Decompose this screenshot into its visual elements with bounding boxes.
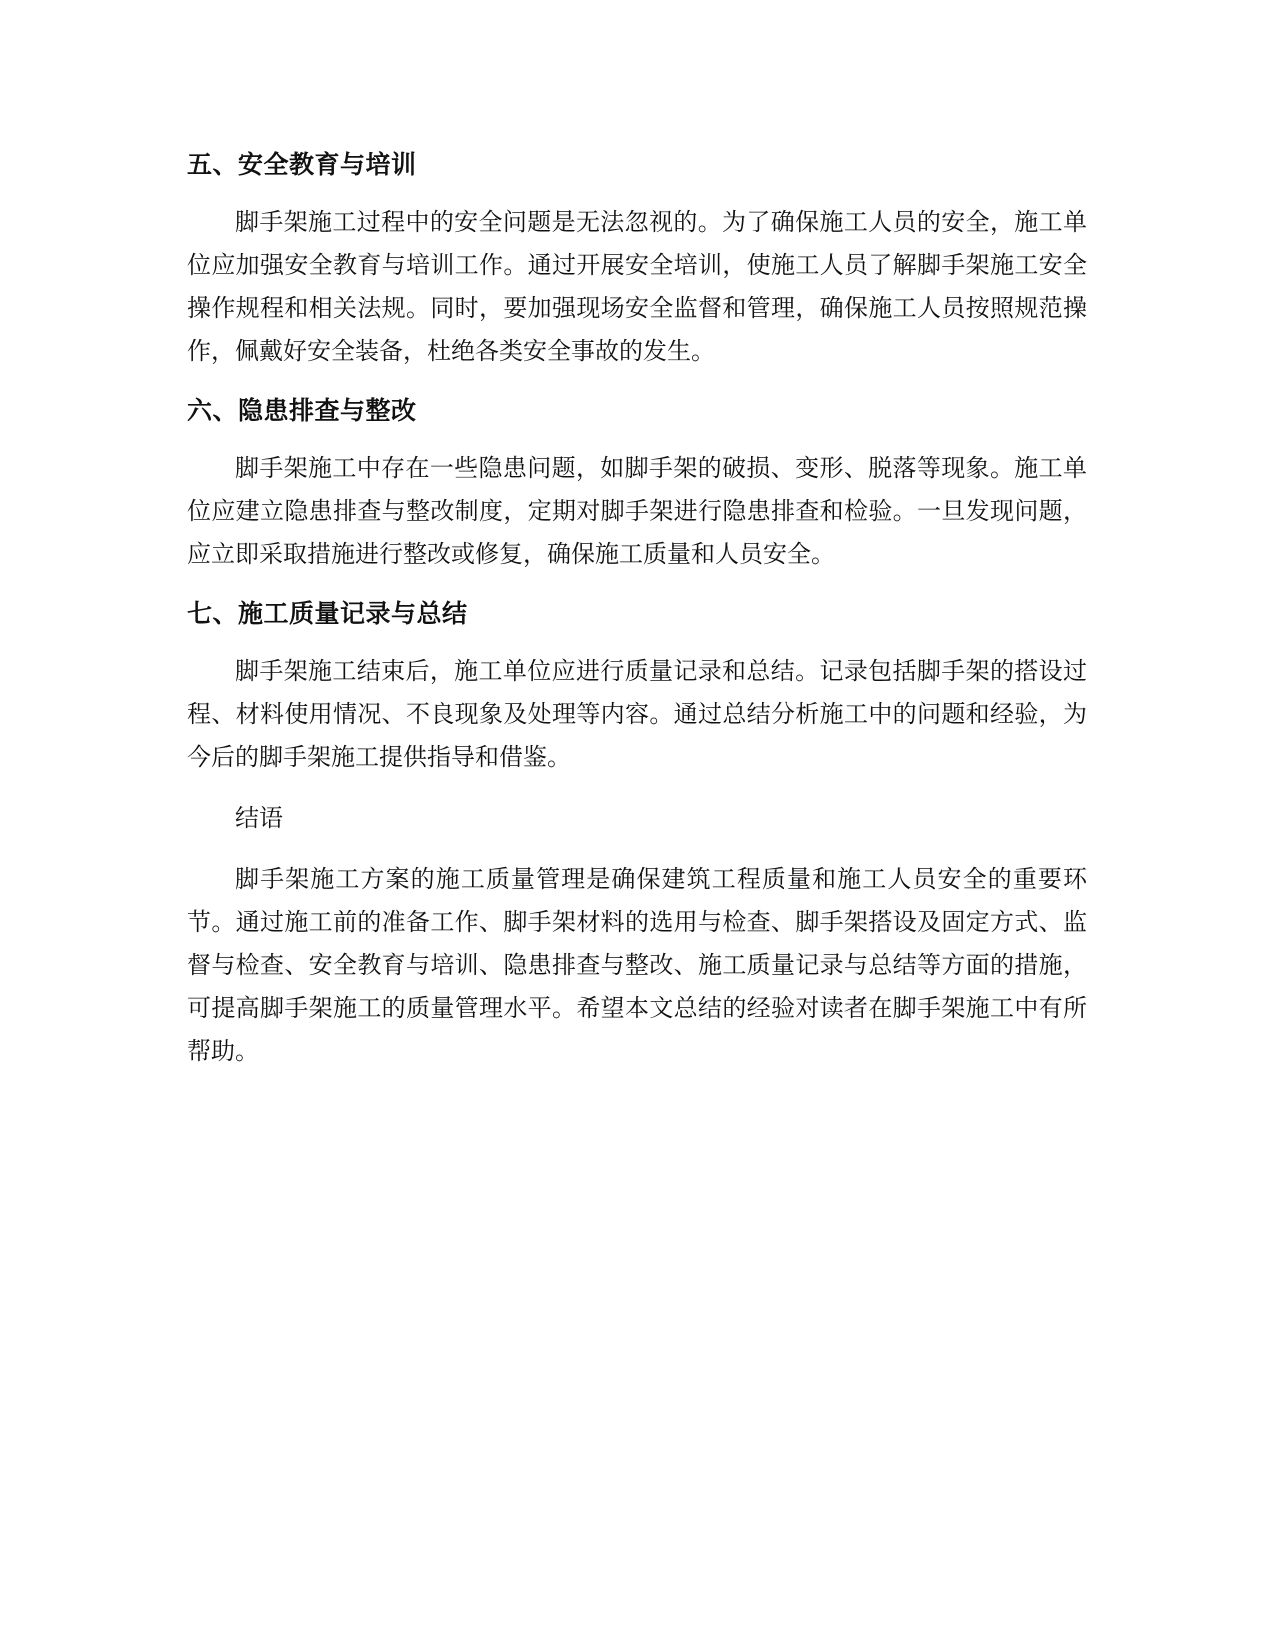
section-paragraph: 脚手架施工过程中的安全问题是无法忽视的。为了确保施工人员的安全，施工单位应加强安全教育与培训工作。通过开展安全培训，使施工人员了解脚手架施工安全操作规程和相关法规。同时，要加强现场安全监督和管理，确保施工人员按照规范操作，佩戴好安全装备，杜绝各类安全事故的发生。 xyxy=(187,208,1087,365)
conclusion-section xyxy=(187,797,1087,1073)
section-paragraph: 脚手架施工中存在一些隐患问题，如脚手架的破损、变形、脱落等现象。施工单位应建立隐患排查与整改制度，定期对脚手架进行隐患排查和检验。一旦发现问题，应立即采取措施进行整改或修复，确保施工质量和人员安全。 xyxy=(187,454,1087,568)
conclusion-label: 结语 xyxy=(235,804,283,832)
section-hazard-inspection xyxy=(187,391,1087,576)
document-body xyxy=(187,145,1087,1091)
section-quality-records xyxy=(187,594,1087,779)
section-heading: 六、隐患排查与整改 xyxy=(187,396,417,425)
section-paragraph: 脚手架施工结束后，施工单位应进行质量记录和总结。记录包括脚手架的搭设过程、材料使用情况、不良现象及处理等内容。通过总结分析施工中的问题和经验，为今后的脚手架施工提供指导和借鉴。 xyxy=(187,657,1087,771)
section-heading: 五、安全教育与培训 xyxy=(187,150,417,179)
conclusion-paragraph: 脚手架施工方案的施工质量管理是确保建筑工程质量和施工人员安全的重要环节。通过施工前的准备工作、脚手架材料的选用与检查、脚手架搭设及固定方式、监督与检查、安全教育与培训、隐患排查与整改、施工质量记录与总结等方面的措施，可提高脚手架施工的质量管理水平。希望本文总结的经验对读者在脚手架施工中有所帮助。 xyxy=(187,865,1087,1065)
section-heading: 七、施工质量记录与总结 xyxy=(187,599,468,628)
section-safety-training xyxy=(187,145,1087,373)
